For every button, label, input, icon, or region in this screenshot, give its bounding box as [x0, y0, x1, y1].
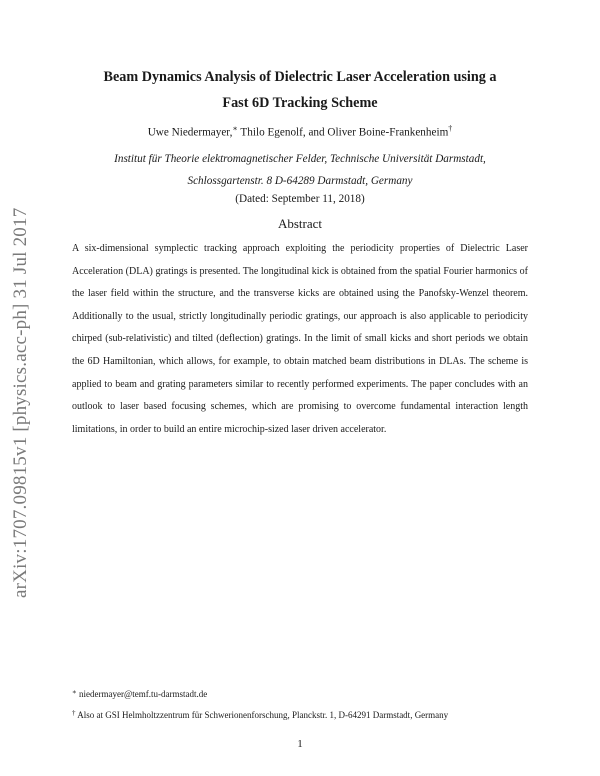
title-line-1: Beam Dynamics Analysis of Dielectric Laser Acceleration using a	[103, 69, 497, 85]
affiliation-line-1: Institut für Theorie elektromagnetischer Felder, Technische Universität Darmstadt,	[114, 153, 486, 165]
paper-title	[60, 64, 540, 116]
author-3-mark: †	[448, 124, 453, 133]
title-line-2: Fast 6D Tracking Scheme	[222, 95, 378, 111]
author-1: Uwe Niedermayer,	[147, 126, 233, 139]
author-1-mark: ∗	[232, 124, 238, 133]
footnote-2-text: Also at GSI Helmholtzzentrum für Schwerionenforschung, Planckstr. 1, D-64291 Darmstadt, Germany	[75, 710, 449, 720]
date-line: (Dated: September 11, 2018)	[235, 193, 365, 205]
footnote-1-mark: ∗	[72, 688, 77, 696]
footnote-email	[72, 683, 528, 704]
footnote-1-text[interactable]: niedermayer@temf.tu-darmstadt.de	[76, 689, 208, 699]
author-list	[60, 124, 540, 139]
footnote-affiliation	[72, 704, 528, 725]
arxiv-identifier[interactable]: arXiv:1707.09815v1 [physics.acc-ph] 31 Jul 2017	[10, 207, 31, 598]
footnotes	[72, 683, 528, 725]
abstract-body: A six-dimensional symplectic tracking approach exploiting the periodicity properties of Dielectric Laser Acceleration (DLA) gratings is presented. The longitudinal kick is obtained from the spatial Fourier harmonics of the laser field within the structure, and the transverse kicks are obtained using the Panofsky-Wenzel theorem. Additionally to the usual, strictly longitudinally periodic gratings, our approach is also applicable to periodicity chirped (sub-relativistic) and tilted (deflection) gratings. In the limit of small kicks and short periods we obtain the 6D Hamiltonian, which allows, for example, to obtain matched beam distributions in DLAs. The scheme is applied to beam and grating parameters similar to recently performed experiments. The paper concludes with an outlook to laser based focusing schemes, which are promising to overcome fundamental interaction length limitations, in order to build an entire microchip-sized laser driven accelerator.	[72, 243, 528, 435]
authors-rest: Thilo Egenolf, and Oliver Boine-Frankenheim	[237, 126, 449, 139]
footnote-2-mark: †	[72, 709, 76, 717]
page-number: 1	[297, 738, 303, 750]
affiliation-line-2: Schlossgartenstr. 8 D-64289 Darmstadt, Germany	[187, 175, 413, 187]
abstract-heading: Abstract	[277, 216, 323, 231]
